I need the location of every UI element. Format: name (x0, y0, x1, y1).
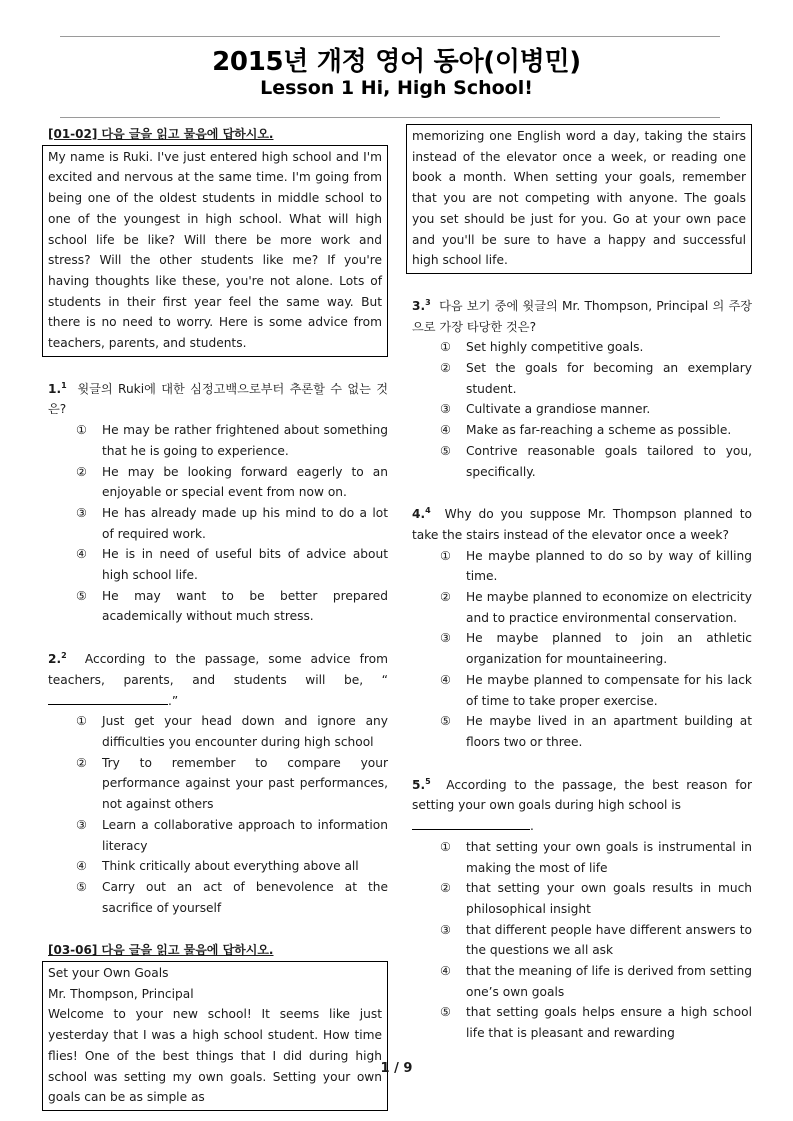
option-3[interactable]: ③ He has already made up his mind to do a lot of required work. (76, 505, 388, 541)
option-4[interactable]: ④ Think critically about everything above all (76, 859, 359, 874)
left-column (42, 124, 388, 1111)
question-number: 1.$^1$ (48, 380, 67, 396)
option-2[interactable]: ② He maybe planned to economize on electricity and to practice environmental conservation. (440, 590, 752, 625)
top-rule (60, 36, 720, 37)
passage-author: Mr. Thompson, Principal (48, 986, 194, 1001)
passage-box-goals-part2 (406, 124, 752, 274)
question-number: 5.$^5$ (412, 776, 431, 792)
question-number: 2.$^2$ (48, 651, 67, 667)
question-text: Why do you suppose Mr. Thompson planned to take the stairs instead of the elevator once a week? (412, 507, 752, 542)
option-2[interactable]: ② Try to remember to compare your performance against your past performances, not against others (76, 755, 388, 812)
passage-text: memorizing one English word a day, taking the stairs instead of the elevator once a week, or reading one book a month. When setting your goals, remember that you are not competing with anyone. The goals you set should be just for you. Go at your own pace and you'll be sure to have a happy and successful high school life. (412, 129, 746, 268)
option-5[interactable]: ⑤ He maybe lived in an apartment building at floors two or three. (440, 714, 752, 749)
option-1[interactable]: ① Set highly competitive goals. (440, 340, 644, 355)
option-5[interactable]: ⑤ Contrive reasonable goals tailored to you, specifically. (440, 443, 752, 479)
option-3[interactable]: ③ Learn a collaborative approach to information literacy (76, 817, 388, 853)
right-column (406, 124, 752, 1044)
option-5[interactable]: ⑤ Carry out an act of benevolence at the sacrifice of yourself (76, 879, 388, 915)
question-4 (406, 504, 752, 752)
passage-box-ruki (42, 145, 388, 357)
option-5[interactable]: ⑤ that setting goals helps ensure a high school life that is pleasant and rewarding (440, 1005, 752, 1041)
passage-text: Welcome to your new school! It seems like just yesterday that I was a high school student. How time flies! One of the best things that I did during high school was setting my own goals. Setting your own goals can be as simple as (48, 1007, 382, 1105)
question-text: According to the passage, some advice from teachers, parents, and students will be, “ (48, 652, 388, 687)
option-4[interactable]: ④ Make as far-reaching a scheme as possible. (440, 423, 732, 438)
answer-blank[interactable] (48, 692, 168, 705)
question-3 (406, 296, 752, 482)
question-5: 5.$^5$ According to the passage, the best reason for setting your own goals during high school is . ① that setting your own goals is instrumental in making the most of life ② that setting your own goals results in much philosophical insight ③ that different people have different answers to the questions we all ask ④ that the meaning of life is derived from setting one’s own goals ⑤ that setting goals helps ensure a high school life that is pleasant and rewarding (406, 775, 752, 1044)
question-1 (42, 379, 388, 627)
header-rule (60, 117, 720, 118)
answer-blank[interactable] (412, 817, 530, 830)
question-text: 윗글의 Ruki에 대한 심정고백으로부터 추론할 수 없는 것은? (48, 381, 389, 417)
section-label-03-06: [03-06] 다음 글을 읽고 물음에 답하시오. (48, 943, 274, 958)
option-1[interactable]: ① He may be rather frightened about something that he is going to experience. (76, 423, 388, 458)
option-3[interactable]: ③ He maybe planned to join an athletic organization for mountaineering. (440, 631, 752, 667)
option-2[interactable]: ② that setting your own goals results in much philosophical insight (440, 881, 752, 916)
option-4[interactable]: ④ that the meaning of life is derived from setting one’s own goals (440, 964, 752, 999)
page-number: 1 / 9 (380, 1061, 413, 1076)
lesson-subtitle: Lesson 1 Hi, High School! (260, 77, 533, 99)
passage-text: My name is Ruki. I've just entered high school and I'm excited and nervous at the same time. I'm going from being one of the oldest students in middle school to one of the youngest in high school. What will high school life be like? Will there be more work and stress? Will the other students like me? If you're having thoughts like these, you're not alone. Lots of students in their first year feel the same way. But there is no need to worry. Here is some advice from teachers, parents, and students. (48, 149, 382, 351)
option-1[interactable]: ① He maybe planned to do so by way of killing time. (440, 548, 752, 584)
page-title: 2015년 개정 영어 동아(이병민) (212, 47, 581, 77)
section-label-01-02: [01-02] 다음 글을 읽고 물음에 답하시오. (48, 127, 274, 141)
passage-heading: Set your Own Goals (48, 966, 169, 981)
question-2: 2.$^2$ According to the passage, some advice from teachers, parents, and students will be, “.” ① Just get your head down and ignore any difficulties you encounter during high school ② Try to remember to compare your performance against your past performances, not against others ③ Learn a collaborative approach to information literacy ④ Think critically about everything above all ⑤ Carry out an act of benevolence at the sacrifice of yourself (42, 649, 388, 918)
question-text: 다음 보기 중에 윗글의 Mr. Thompson, Principal 의 주장으로 가장 타당한 것은? (412, 298, 752, 334)
option-1[interactable]: ① that setting your own goals is instrumental in making the most of life (440, 839, 752, 875)
question-number: 4.$^4$ (412, 506, 431, 522)
question-number: 3.$^3$ (412, 297, 431, 313)
option-5[interactable]: ⑤ He may want to be better prepared academically without much stress. (76, 588, 388, 624)
option-3[interactable]: ③ that different people have different answers to the questions we all ask (440, 922, 752, 958)
question-text: According to the passage, the best reason for setting your own goals during high school is (412, 777, 753, 813)
option-2[interactable]: ② He may be looking forward eagerly to an enjoyable or special event from now on. (76, 464, 388, 500)
option-3[interactable]: ③ Cultivate a grandiose manner. (440, 402, 651, 417)
option-2[interactable]: ② Set the goals for becoming an exemplary student. (440, 361, 752, 396)
option-4[interactable]: ④ He is in need of useful bits of advice about high school life. (76, 547, 388, 583)
option-1[interactable]: ① Just get your head down and ignore any difficulties you encounter during high school (76, 714, 388, 749)
option-4[interactable]: ④ He maybe planned to compensate for his lack of time to take proper exercise. (440, 672, 752, 708)
passage-box-goals-part1 (42, 961, 388, 1111)
